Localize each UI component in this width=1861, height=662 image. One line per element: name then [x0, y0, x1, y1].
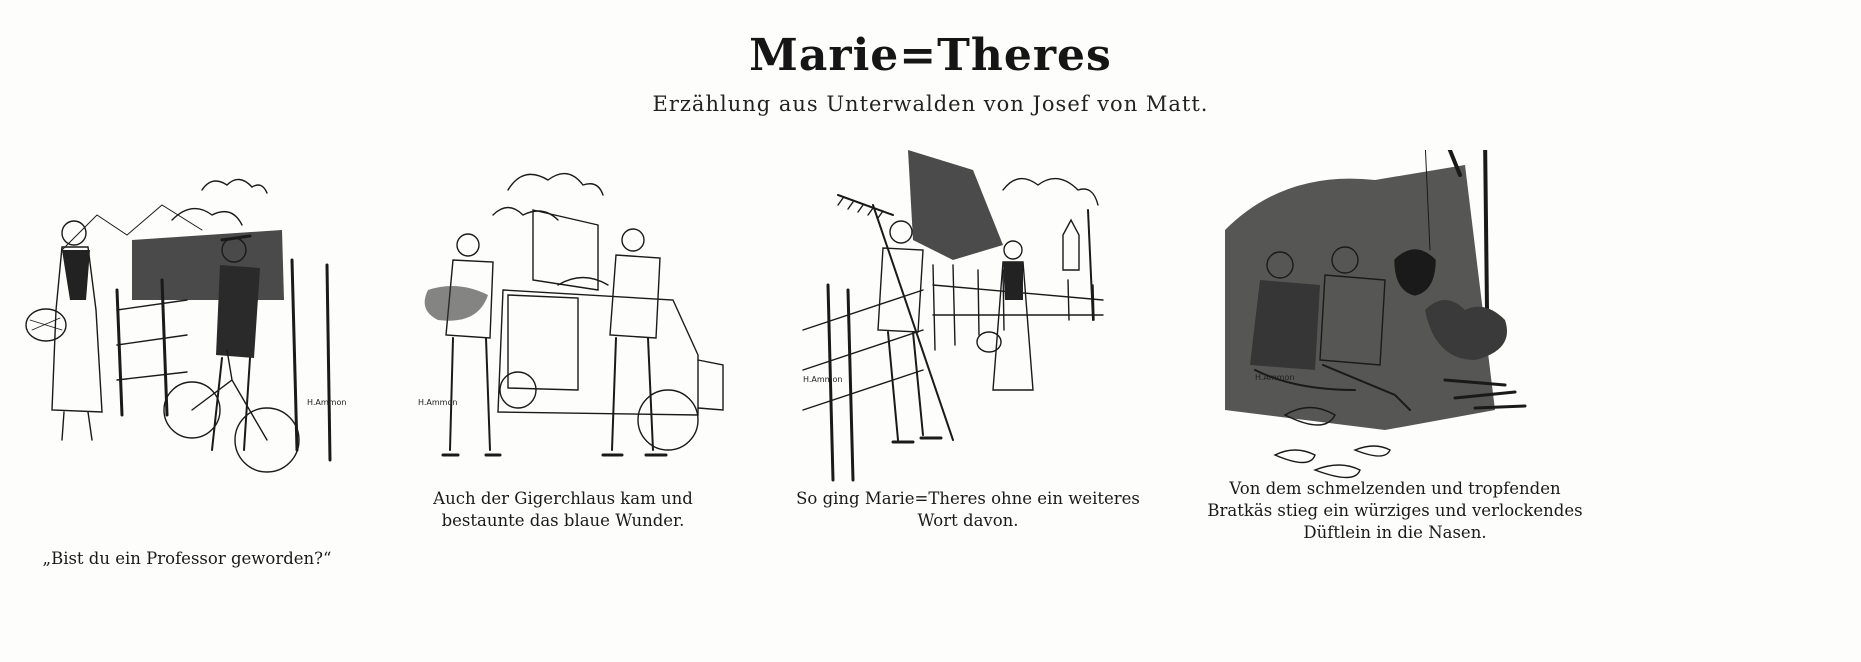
artist-signature: H.Ammon	[307, 398, 347, 407]
artist-signature: H.Ammon	[418, 398, 458, 407]
caption-1: „Bist du ein Professor geworden?“	[42, 549, 332, 568]
artist-signature: H.Ammon	[1255, 373, 1295, 382]
caption-4: Von dem schmelzenden und tropfenden Bratkäs stieg ein würziges und verlockendes Düftlein in die Nasen.	[1207, 479, 1583, 542]
illustration-panel-4	[1205, 150, 1585, 590]
illustration-panel-3	[793, 150, 1143, 590]
caption-3: So ging Marie=Theres ohne ein weiteres Wort davon.	[796, 489, 1140, 530]
caption-2: Auch der Gigerchlaus kam und bestaunte das blaue Wunder.	[433, 489, 693, 530]
illustration-panel-2	[398, 150, 728, 590]
story-subtitle: Erzählung aus Unterwalden von Josef von Matt.	[652, 92, 1209, 116]
story-title: Marie=Theres	[749, 30, 1112, 81]
illustration-panel-1	[22, 150, 352, 590]
couple-at-gate-icon	[22, 150, 352, 590]
artist-signature: H.Ammon	[803, 375, 843, 384]
